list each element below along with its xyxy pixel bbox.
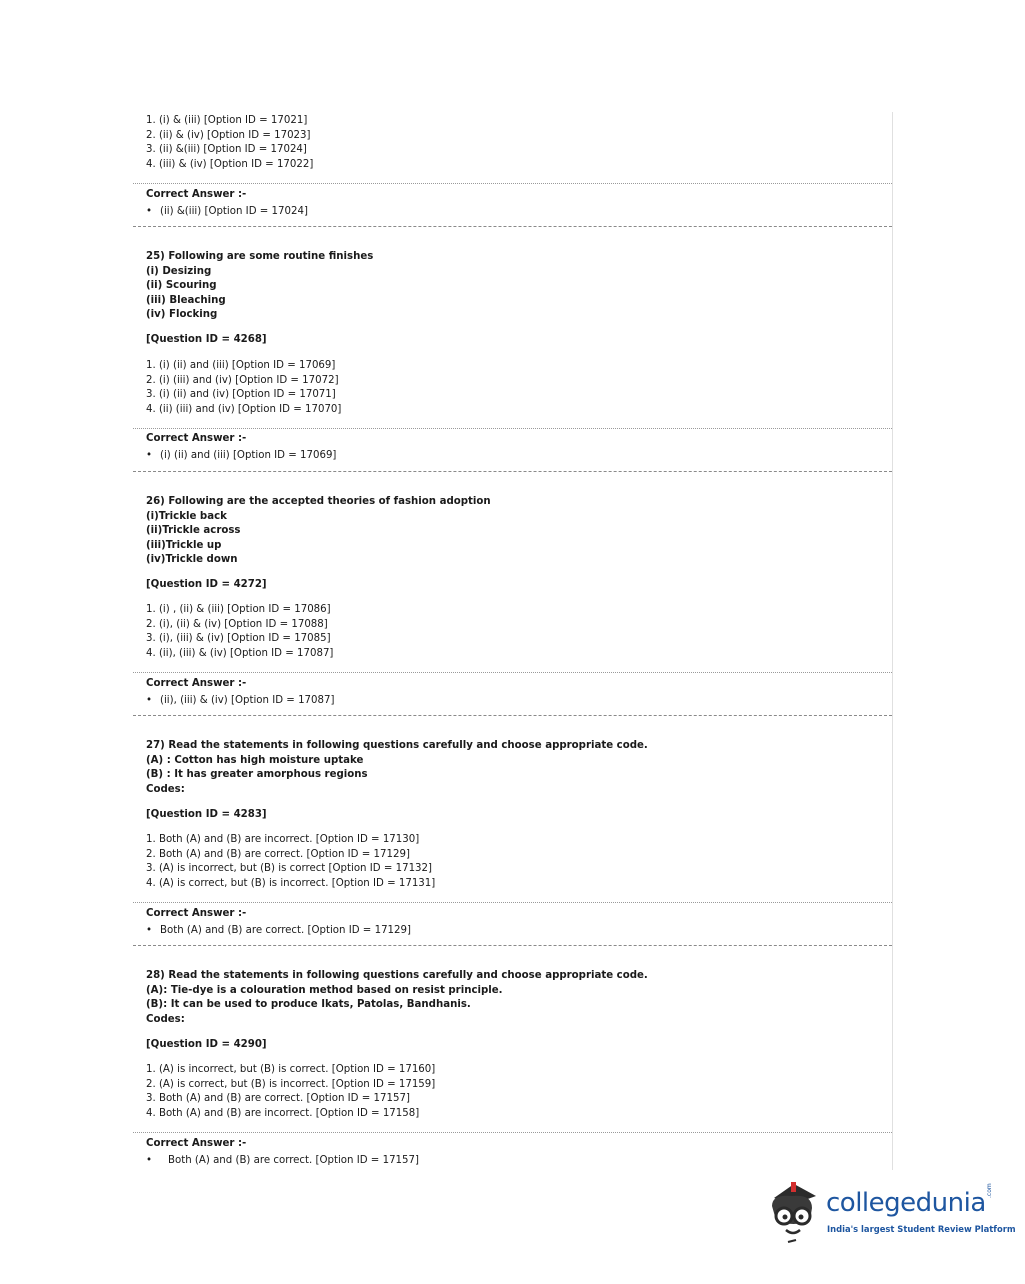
question-item: (B) : It has greater amorphous regions (146, 769, 368, 781)
correct-answer-label: Correct Answer :- (146, 189, 247, 200)
option-item: 4. (iii) & (iv) [Option ID = 17022] (146, 158, 314, 170)
collegedunia-logo[interactable] (764, 1176, 1016, 1248)
divider (133, 183, 892, 184)
divider (133, 672, 892, 673)
option-item: 3. Both (A) and (B) are correct. [Option ID = 17157] (146, 1093, 410, 1105)
option-item: 3. (i), (iii) & (iv) [Option ID = 17085] (146, 633, 331, 645)
option-item: 1. (i) (ii) and (iii) [Option ID = 17069] (146, 360, 336, 371)
question-id: [Question ID = 4290] (146, 1039, 267, 1050)
question-divider (133, 471, 892, 472)
question-item: Codes: (146, 1013, 185, 1025)
correct-answer-text: (i) (ii) and (iii) [Option ID = 17069] (160, 450, 337, 461)
question-id: [Question ID = 4283] (146, 809, 267, 820)
option-item: 4. (ii), (iii) & (iv) [Option ID = 17087] (146, 647, 334, 659)
correct-answer: • (ii) &(iii) [Option ID = 17024] (146, 206, 308, 217)
correct-answer-label: Correct Answer :- (146, 433, 247, 444)
logo-wordmark: collegedunia (826, 1188, 986, 1218)
correct-answer-text: (ii), (iii) & (iv) [Option ID = 17087] (160, 695, 335, 706)
option-item: 1. (i) & (iii) [Option ID = 17021] (146, 115, 308, 126)
question-item: (A): Tie-dye is a colouration method based on resist principle. (146, 984, 503, 996)
option-item: 1. (A) is incorrect, but (B) is correct. [Option ID = 17160] (146, 1064, 436, 1075)
correct-answer-label: Correct Answer :- (146, 1138, 247, 1149)
correct-answer: • (ii), (iii) & (iv) [Option ID = 17087] (146, 695, 335, 706)
option-item: 2. (ii) & (iv) [Option ID = 17023] (146, 129, 311, 141)
correct-answer-text: Both (A) and (B) are correct. [Option ID = 17129] (160, 925, 411, 936)
question-item: (i) Desizing (146, 265, 212, 277)
option-item: 2. (A) is correct, but (B) is incorrect. [Option ID = 17159] (146, 1078, 436, 1090)
correct-answer-label: Correct Answer :- (146, 678, 247, 689)
option-item: 2. (i), (ii) & (iv) [Option ID = 17088] (146, 618, 328, 630)
question-divider (133, 715, 892, 716)
divider (133, 902, 892, 903)
divider (133, 1132, 892, 1133)
question-item: (B): It can be used to produce Ikats, Patolas, Bandhanis. (146, 999, 471, 1011)
option-item: 3. (ii) &(iii) [Option ID = 17024] (146, 144, 307, 156)
question-text: 27) Read the statements in following questions carefully and choose appropriate code. (146, 740, 648, 751)
question-item: (A) : Cotton has high moisture uptake (146, 754, 364, 766)
question-item: (iii) Bleaching (146, 294, 226, 306)
correct-answer: • Both (A) and (B) are correct. [Option ID = 17157] (146, 1155, 419, 1166)
divider (133, 428, 892, 429)
mascot-icon (764, 1176, 824, 1248)
question-item: Codes: (146, 783, 185, 795)
option-item: 4. Both (A) and (B) are incorrect. [Option ID = 17158] (146, 1107, 420, 1119)
correct-answer-text: (ii) &(iii) [Option ID = 17024] (160, 206, 308, 217)
question-item: (i)Trickle back (146, 510, 227, 522)
correct-answer-label: Correct Answer :- (146, 908, 247, 919)
question-text: 26) Following are the accepted theories of fashion adoption (146, 496, 491, 507)
question-divider (133, 226, 892, 227)
question-item: (ii)Trickle across (146, 525, 241, 537)
correct-answer: • Both (A) and (B) are correct. [Option ID = 17129] (146, 925, 411, 936)
question-text: 25) Following are some routine finishes (146, 251, 374, 262)
question-item: (iv) Flocking (146, 309, 218, 321)
logo-tagline: India's largest Student Review Platform (827, 1224, 1016, 1234)
option-item: 2. (i) (iii) and (iv) [Option ID = 17072] (146, 374, 339, 386)
question-item: (iv)Trickle down (146, 554, 238, 566)
option-item: 2. Both (A) and (B) are correct. [Option ID = 17129] (146, 848, 410, 860)
option-item: 4. (ii) (iii) and (iv) [Option ID = 17070] (146, 403, 342, 415)
option-item: 3. (A) is incorrect, but (B) is correct [Option ID = 17132] (146, 863, 433, 875)
correct-answer: • (i) (ii) and (iii) [Option ID = 17069] (146, 450, 337, 461)
option-item: 1. Both (A) and (B) are incorrect. [Option ID = 17130] (146, 834, 420, 845)
option-item: 1. (i) , (ii) & (iii) [Option ID = 17086] (146, 604, 331, 615)
option-item: 3. (i) (ii) and (iv) [Option ID = 17071] (146, 389, 336, 401)
question-divider (133, 945, 892, 946)
question-id: [Question ID = 4268] (146, 334, 267, 345)
question-item: (iii)Trickle up (146, 539, 222, 551)
question-paper-page (133, 112, 893, 1170)
logo-domain: .com (986, 1183, 993, 1198)
question-text: 28) Read the statements in following questions carefully and choose appropriate code. (146, 970, 648, 981)
question-item: (ii) Scouring (146, 280, 217, 292)
question-id: [Question ID = 4272] (146, 579, 267, 590)
correct-answer-text: Both (A) and (B) are correct. [Option ID = 17157] (168, 1155, 419, 1166)
option-item: 4. (A) is correct, but (B) is incorrect. [Option ID = 17131] (146, 877, 436, 889)
